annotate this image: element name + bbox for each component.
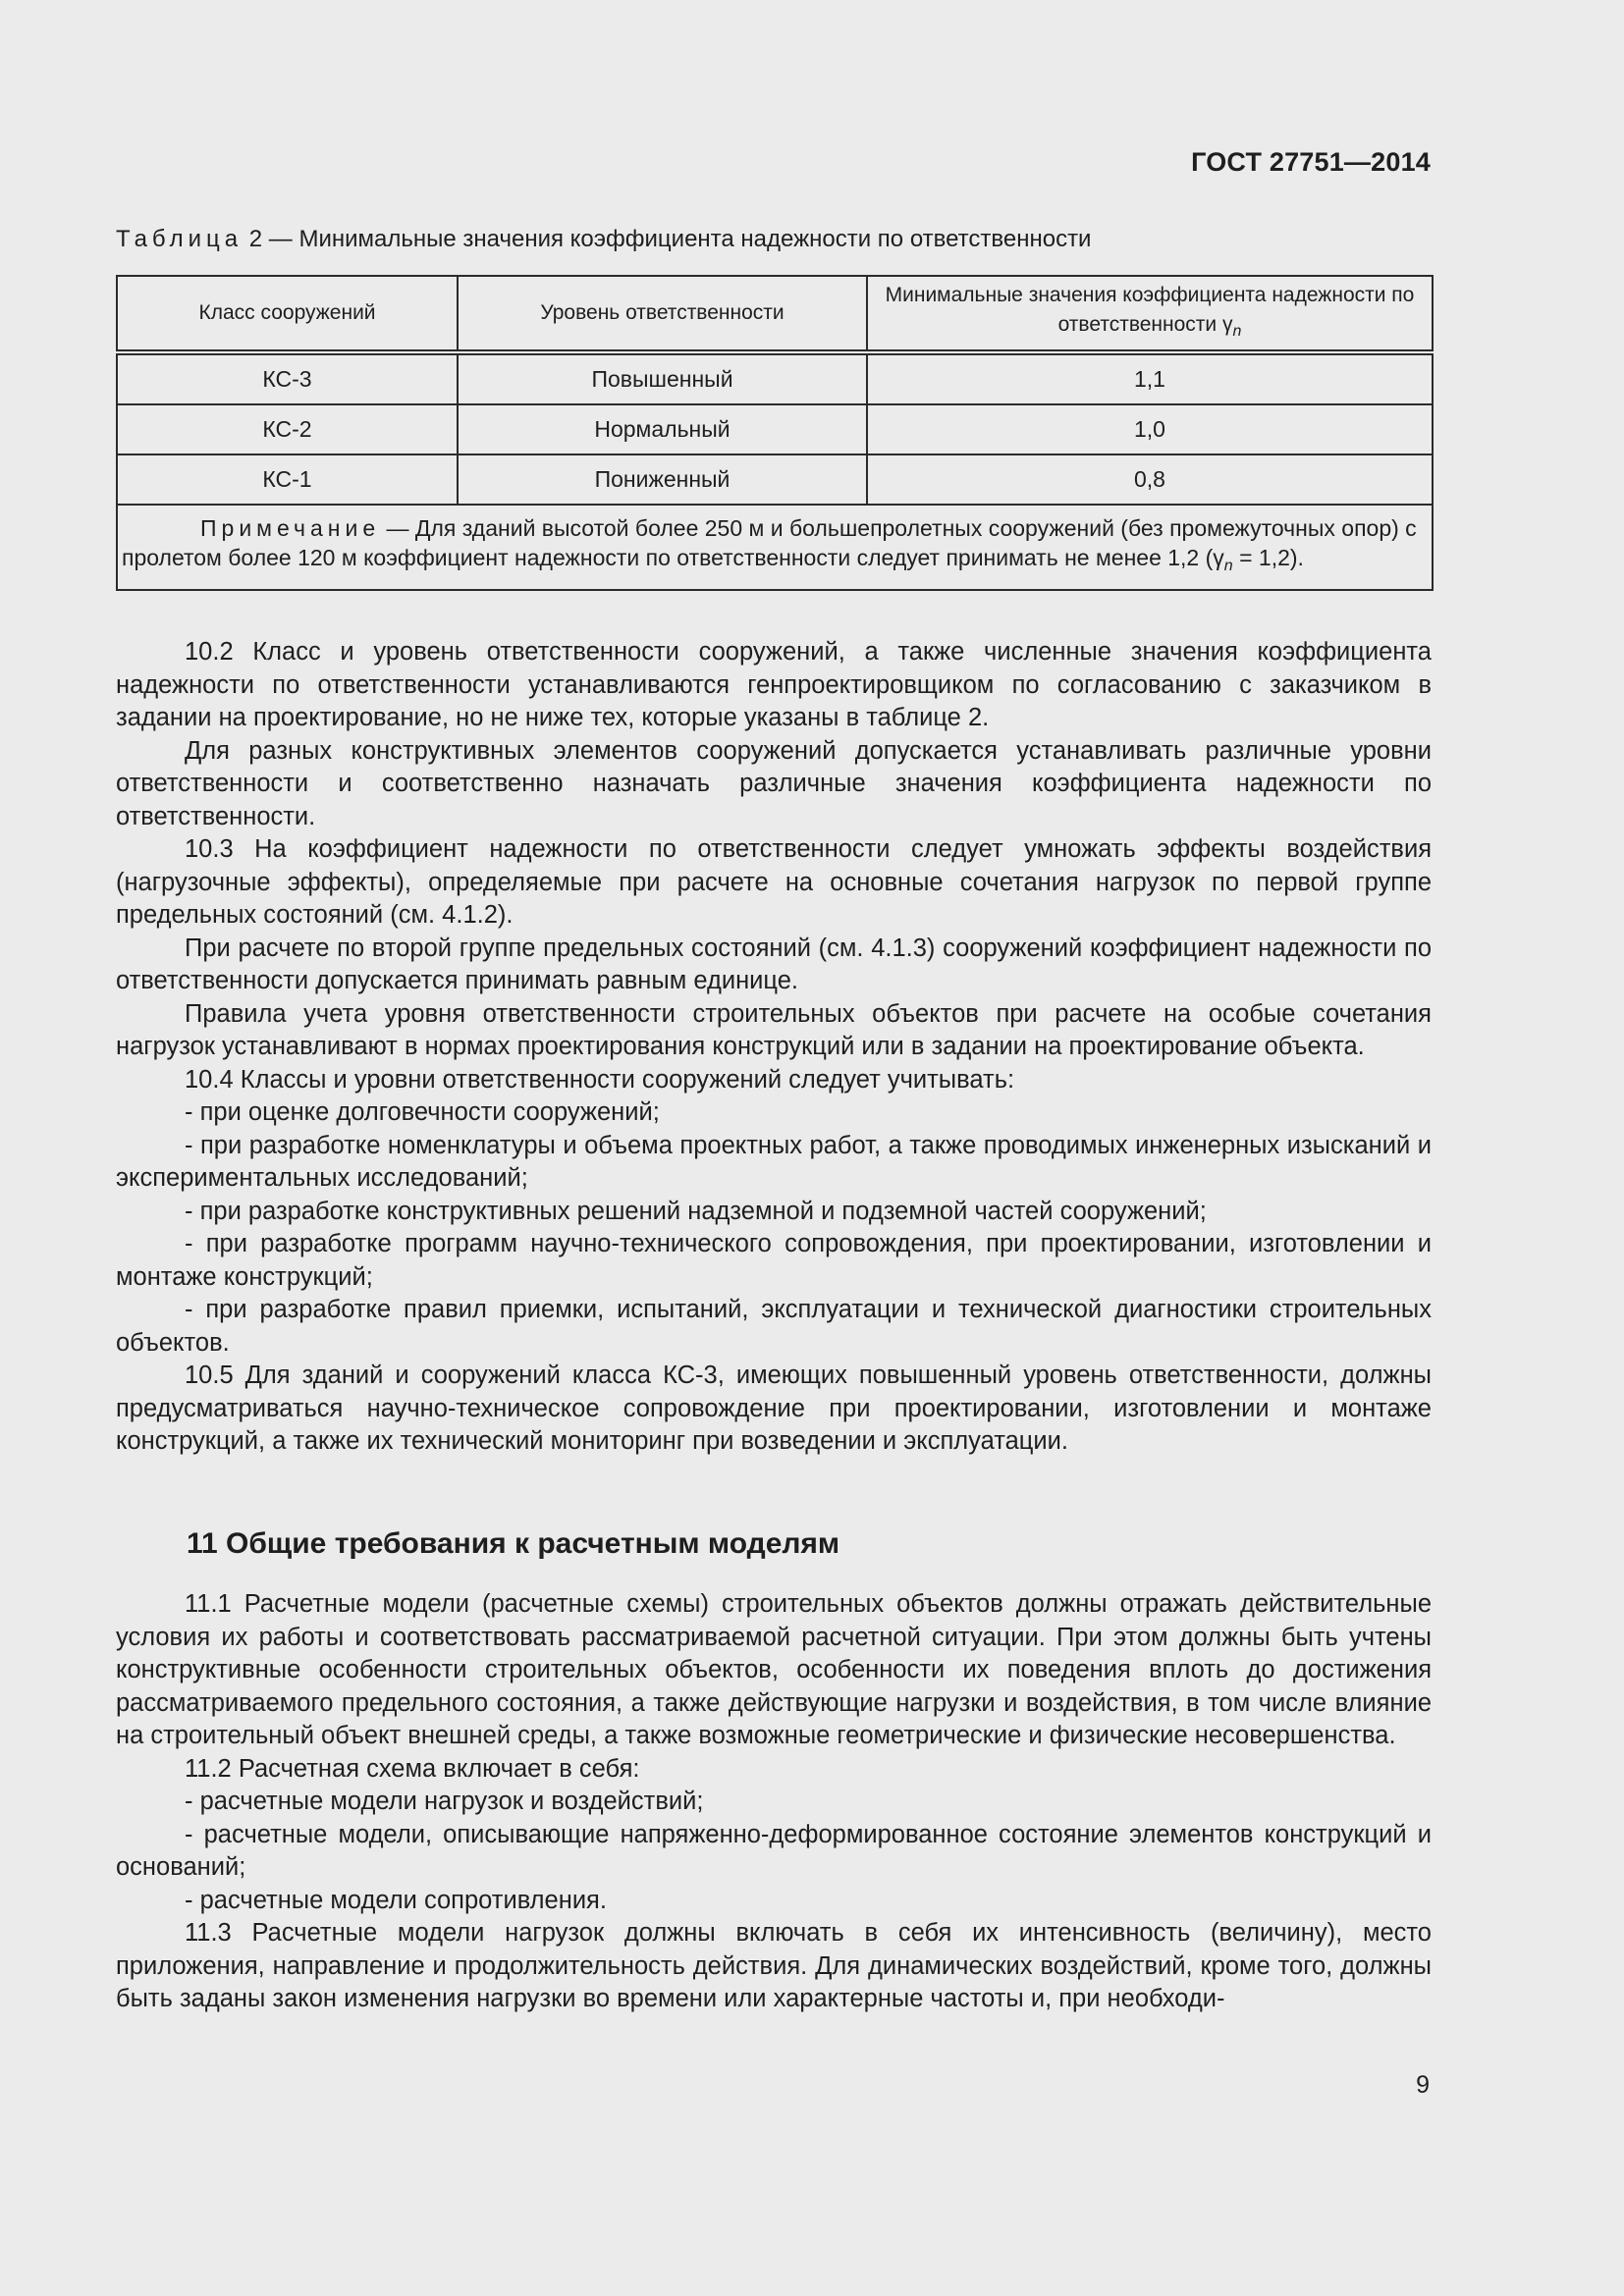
paragraph: Для разных конструктивных элементов сооружений допускается устанавливать различные уровни ответственности и соответственно назначать различные значения коэффициента надежности по ответственности. — [116, 736, 1432, 830]
paragraph: 11.2 Расчетная схема включает в себя: — [185, 1754, 640, 1783]
section-heading: 11 Общие требования к расчетным моделям — [187, 1527, 840, 1560]
gamma-symbol: γ — [1222, 312, 1233, 336]
document-code: ГОСТ 27751—2014 — [1191, 147, 1431, 177]
list-item: - при разработке номенклатуры и объема проектных работ, а также проводимых инженерных изысканий и экспериментальных исследований; — [116, 1131, 1432, 1192]
cell-level: Повышенный — [458, 352, 867, 404]
paragraph: При расчете по второй группе предельных состояний (см. 4.1.3) сооружений коэффициент надежности по ответственности допускается принимать равным единице. — [116, 934, 1432, 994]
note-gamma-subscript: n — [1223, 558, 1233, 574]
cell-value: 1,0 — [867, 404, 1433, 454]
page-number: 9 — [1416, 2071, 1430, 2099]
cell-class: КС-1 — [117, 454, 458, 505]
cell-level: Пониженный — [458, 454, 867, 505]
header-coefficient-text: Минимальные значения коэффициента надежности по ответственности — [885, 283, 1415, 336]
header-class: Класс сооружений — [117, 276, 458, 352]
list-item: - при оценке долговечности сооружений; — [185, 1098, 660, 1126]
note-gamma: γ — [1213, 545, 1224, 570]
note-word: Примечание — [200, 515, 381, 541]
list-item: - при разработке правил приемки, испытаний, эксплуатации и технической диагностики строительных объектов. — [116, 1296, 1432, 1357]
paragraph: 10.2 Класс и уровень ответственности сооружений, а также численные значения коэффициента надежности по ответственности устанавливаются генпроектировщиком по согласованию с заказчиком в задании на проектирование, но не ниже тех, которые указаны в таблице 2. — [116, 638, 1432, 731]
table-caption-word: Таблица — [116, 226, 244, 252]
table-note — [117, 505, 1433, 590]
note-text: — Для зданий высотой более 250 м и большепролетных сооружений (без промежуточных опор) с пролетом более 120 м коэффициент надежности по ответственности следует принимать не менее 1,2 ( — [122, 515, 1417, 570]
cell-value: 1,1 — [867, 352, 1433, 404]
section-11-body — [116, 1588, 1432, 2016]
table-caption — [116, 226, 1091, 253]
responsibility-table — [116, 275, 1434, 591]
gamma-subscript: n — [1232, 322, 1242, 340]
cell-class: КС-3 — [117, 352, 458, 404]
paragraph: 11.1 Расчетные модели (расчетные схемы) строительных объектов должны отражать действительные условия их работы и соответствовать рассматриваемой расчетной ситуации. При этом должны быть учтены конструктивные особенности строительных объектов, особенности их поведения вплоть до достижения рассматриваемого предельного состояния, а также действующие нагрузки и воздействия, в том числе влияние на строительный объект внешней среды, а также возможные геометрические и физические несовершенства. — [116, 1590, 1432, 1749]
list-item: - при разработке конструктивных решений надземной и подземной частей сооружений; — [185, 1197, 1207, 1225]
header-level: Уровень ответственности — [458, 276, 867, 352]
paragraph: 10.3 На коэффициент надежности по ответственности следует умножать эффекты воздействия (нагрузочные эффекты), определяемые при расчете на основные сочетания нагрузок по первой группе предельных состояний (см. 4.1.2). — [116, 835, 1432, 929]
header-coefficient — [867, 276, 1433, 352]
table-row — [117, 454, 1433, 505]
table-note-row — [117, 505, 1433, 590]
note-tail: = 1,2). — [1232, 545, 1304, 570]
table-header-row — [117, 276, 1433, 352]
list-item: - расчетные модели, описывающие напряженно-деформированное состояние элементов конструкций и оснований; — [116, 1820, 1432, 1881]
cell-class: КС-2 — [117, 404, 458, 454]
list-item: - при разработке программ научно-технического сопровождения, при проектировании, изготовлении и монтаже конструкций; — [116, 1230, 1432, 1291]
table-row — [117, 404, 1433, 454]
section-10-body — [116, 636, 1432, 1459]
list-item: - расчетные модели сопротивления. — [185, 1886, 607, 1914]
paragraph: 10.5 Для зданий и сооружений класса КС-3, имеющих повышенный уровень ответственности, должны предусматриваться научно-техническое сопровождение при проектировании, изготовлении и монтаже конструкций, а также их технический мониторинг при возведении и эксплуатации. — [116, 1362, 1432, 1455]
paragraph: 10.4 Классы и уровни ответственности сооружений следует учитывать: — [185, 1065, 1015, 1094]
cell-value: 0,8 — [867, 454, 1433, 505]
paragraph: Правила учета уровня ответственности строительных объектов при расчете на особые сочетания нагрузок устанавливают в нормах проектирования конструкций или в задании на проектирование объекта. — [116, 999, 1432, 1060]
table-row — [117, 352, 1433, 404]
paragraph: 11.3 Расчетные модели нагрузок должны включать в себя их интенсивность (величину), место приложения, направление и продолжительность действия. Для динамических воздействий, кроме того, должны быть заданы закон изменения нагрузки во времени или характерные частоты и, при необходи- — [116, 1919, 1432, 2012]
list-item: - расчетные модели нагрузок и воздействий; — [185, 1788, 704, 1815]
table-caption-text: 2 — Минимальные значения коэффициента надежности по ответственности — [243, 226, 1092, 252]
cell-level: Нормальный — [458, 404, 867, 454]
